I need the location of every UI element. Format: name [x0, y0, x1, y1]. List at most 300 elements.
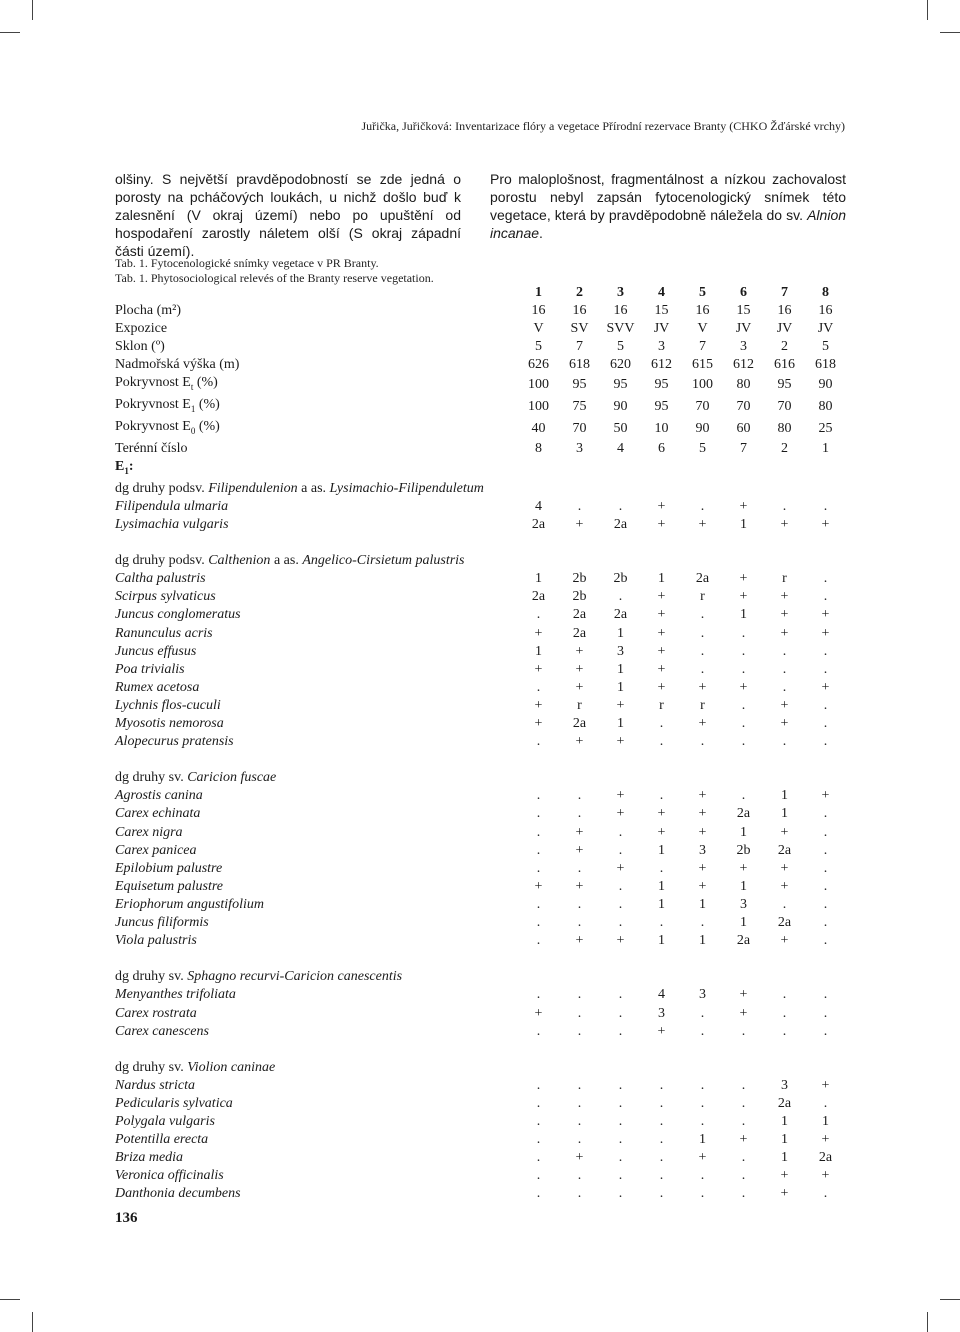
group-heading-text: dg druhy podsv.	[115, 480, 209, 496]
species-row	[115, 516, 846, 534]
table-cell: 80	[777, 420, 792, 436]
attribute-label	[115, 396, 518, 418]
table-cell: 50	[613, 420, 628, 436]
table-cell: .	[823, 1005, 828, 1021]
table-cell: +	[739, 1005, 748, 1021]
species-row	[115, 914, 846, 932]
species-name: Juncus effusus	[115, 643, 197, 659]
table-cell: +	[780, 697, 789, 713]
table-cell: r	[782, 571, 787, 587]
table-cell: 3	[576, 440, 583, 456]
column-number-row	[115, 284, 846, 302]
table-cell: +	[575, 734, 584, 750]
table-cell: .	[577, 1005, 582, 1021]
table-cell: 1	[699, 896, 706, 912]
table-cell: 3	[658, 1005, 665, 1021]
table-cell: .	[618, 1095, 623, 1111]
table-cell: .	[659, 734, 664, 750]
table-cell: 1	[658, 842, 665, 858]
table-cell: +	[575, 1150, 584, 1166]
layer-label	[115, 458, 846, 480]
species-name: Agrostis canina	[115, 788, 203, 804]
layer-row	[115, 458, 846, 480]
species-row	[115, 606, 846, 624]
table-cell: .	[618, 1114, 623, 1130]
table-cell: +	[739, 987, 748, 1003]
species-row	[115, 1131, 846, 1149]
table-cell: .	[618, 915, 623, 931]
table-cell: +	[739, 1132, 748, 1148]
table-cell: 1	[740, 878, 747, 894]
table-cell: 1	[822, 1114, 829, 1130]
table-cell: 95	[613, 377, 628, 393]
table-cell: .	[536, 1095, 541, 1111]
table-cell: .	[618, 1023, 623, 1039]
table-cell: .	[618, 1150, 623, 1166]
spacer-row	[115, 950, 846, 968]
table-cell: 1	[781, 806, 788, 822]
table-cell: 5	[617, 339, 624, 355]
table-cell: +	[698, 516, 707, 532]
species-row	[115, 661, 846, 679]
table-cell: +	[575, 933, 584, 949]
table-cell: 1	[617, 661, 624, 677]
attribute-label-text: Pokryvnost E	[115, 375, 191, 391]
table-cell: 16	[531, 303, 546, 319]
table-cell: .	[823, 571, 828, 587]
table-cell: .	[782, 643, 787, 659]
table-cell: 2a	[572, 716, 587, 732]
table-cell: 1	[822, 440, 829, 456]
table-cell: .	[741, 1186, 746, 1202]
table-cell: SV	[570, 321, 589, 337]
species-name: Myosotis nemorosa	[115, 716, 224, 732]
table-cell: +	[698, 860, 707, 876]
table-cell: 1	[781, 1150, 788, 1166]
species-row	[115, 588, 846, 606]
table-cell: .	[659, 1077, 664, 1093]
species-name: Eriophorum angustifolium	[115, 896, 264, 912]
table-cell: 90	[818, 377, 833, 393]
attribute-row	[115, 374, 846, 396]
table-cell: .	[618, 987, 623, 1003]
table-cell: 1	[781, 788, 788, 804]
attribute-row	[115, 440, 846, 458]
table-cell: 2a	[777, 1095, 792, 1111]
table-cell: r	[577, 697, 582, 713]
table-cell: +	[780, 860, 789, 876]
attribute-label	[115, 418, 518, 440]
species-name: Alopecurus pratensis	[115, 734, 234, 750]
spacer-row	[115, 534, 846, 552]
table-cell: .	[782, 1005, 787, 1021]
species-name: Juncus filiformis	[115, 915, 209, 931]
group-heading-text: dg druhy sv.	[115, 1059, 188, 1075]
table-cell: +	[657, 661, 666, 677]
table-cell: +	[780, 589, 789, 605]
species-row	[115, 733, 846, 751]
table-cell: .	[577, 1023, 582, 1039]
table-cell: +	[575, 661, 584, 677]
group-heading-row	[115, 968, 846, 986]
page-number: 136	[115, 1210, 138, 1226]
table-cell: +	[657, 1023, 666, 1039]
table-cell: .	[536, 607, 541, 623]
table-cell: .	[659, 1168, 664, 1184]
crop-mark	[32, 0, 33, 20]
table-cell: 2a	[777, 915, 792, 931]
table-cell: .	[700, 915, 705, 931]
table-cell: 16	[818, 303, 833, 319]
table-cell: .	[659, 1095, 664, 1111]
table-cell: 2a	[613, 516, 628, 532]
relevé-table	[115, 284, 846, 1204]
table-cell: 16	[613, 303, 628, 319]
group-heading	[115, 968, 846, 986]
table-cell: +	[821, 679, 830, 695]
table-cell: .	[659, 1114, 664, 1130]
table-cell: +	[739, 679, 748, 695]
table-cell: .	[741, 716, 746, 732]
table-cell: 16	[695, 303, 710, 319]
species-name: Rumex acetosa	[115, 679, 200, 695]
table-cell: .	[536, 842, 541, 858]
table-cell: .	[659, 788, 664, 804]
table-cell: 2a	[613, 607, 628, 623]
group-heading-row	[115, 769, 846, 787]
table-cell: 1	[658, 571, 665, 587]
column-number: 4	[658, 285, 665, 301]
table-cell: 80	[818, 399, 833, 415]
table-cell: 7	[576, 339, 583, 355]
species-row	[115, 842, 846, 860]
group-heading	[115, 769, 846, 787]
table-cell: 3	[740, 896, 747, 912]
table-cell: V	[697, 321, 708, 337]
table-cell: .	[700, 643, 705, 659]
table-cell: 5	[822, 339, 829, 355]
table-cell: JV	[653, 321, 670, 337]
table-cell: .	[782, 498, 787, 514]
table-cell: 612	[651, 357, 672, 373]
table-cell: 1	[781, 1132, 788, 1148]
attribute-label-subscript: t	[190, 382, 194, 393]
table-cell: V	[533, 321, 544, 337]
crop-mark	[32, 1312, 33, 1332]
table-cell: 75	[572, 399, 587, 415]
table-cell: 90	[695, 420, 710, 436]
species-name: Epilobium palustre	[115, 860, 223, 876]
species-row	[115, 1004, 846, 1022]
table-cell: +	[575, 516, 584, 532]
table-cell: 620	[610, 357, 631, 373]
table-cell: +	[534, 697, 543, 713]
table-cell: 2	[781, 440, 788, 456]
table-cell: .	[700, 607, 705, 623]
table-cell: 1	[740, 915, 747, 931]
table-cell: .	[618, 878, 623, 894]
table-cell: .	[741, 788, 746, 804]
table-cell: 1	[781, 1114, 788, 1130]
table-cell: .	[823, 824, 828, 840]
table-cell: JV	[735, 321, 752, 337]
table-cell: 1	[740, 607, 747, 623]
table-cell: 70	[695, 399, 710, 415]
table-cell: .	[618, 589, 623, 605]
group-heading-alliance: Calthenion	[208, 553, 271, 569]
table-cell: .	[577, 1095, 582, 1111]
spacer-cell	[115, 950, 846, 968]
table-cell: .	[536, 1150, 541, 1166]
table-cell: .	[823, 806, 828, 822]
table-cell: .	[741, 1150, 746, 1166]
table-cell: +	[821, 625, 830, 641]
table-cell: .	[823, 697, 828, 713]
table-cell: .	[741, 1114, 746, 1130]
table-cell: .	[741, 734, 746, 750]
table-cell: +	[657, 679, 666, 695]
table-cell: +	[616, 806, 625, 822]
table-cell: .	[823, 734, 828, 750]
intro-right-text: Pro maloplošnost, fragmentálnost a nízkou zachovalost porostu nebyl zapsán fytocenologický snímek této vegetace, která by pravděpodobně náležela do sv.	[490, 171, 846, 223]
table-cell: 25	[818, 420, 833, 436]
table-cell: .	[536, 1077, 541, 1093]
table-cell: +	[616, 860, 625, 876]
column-number: 5	[699, 285, 706, 301]
attribute-label	[115, 374, 518, 396]
species-name: Viola palustris	[115, 933, 197, 949]
table-cell: r	[700, 589, 705, 605]
species-name: Scirpus sylvaticus	[115, 589, 216, 605]
table-cell: 1	[699, 1132, 706, 1148]
table-cell: +	[780, 824, 789, 840]
attribute-label	[115, 320, 518, 338]
table-cell: 100	[528, 377, 549, 393]
table-cell: +	[698, 806, 707, 822]
crop-mark	[927, 0, 928, 20]
table-cell: +	[616, 697, 625, 713]
attribute-label-suffix: (%)	[195, 397, 220, 413]
table-cell: 2a	[572, 625, 587, 641]
table-cell: .	[823, 860, 828, 876]
group-heading-alliance: Caricion fuscae	[187, 770, 277, 786]
table-cell: .	[823, 896, 828, 912]
species-name: Juncus conglomeratus	[115, 607, 241, 623]
table-cell: .	[659, 1186, 664, 1202]
column-number-label-cell	[115, 284, 518, 302]
species-name: Carex nigra	[115, 824, 183, 840]
table-cell: .	[741, 1077, 746, 1093]
attribute-label-text: Pokryvnost E	[115, 397, 191, 413]
table-cell: +	[821, 1168, 830, 1184]
table-cell: 15	[654, 303, 669, 319]
species-row	[115, 625, 846, 643]
attribute-row	[115, 396, 846, 418]
table-cell: 3	[699, 842, 706, 858]
table-cell: .	[700, 734, 705, 750]
table-cell: 3	[617, 643, 624, 659]
table-cell: .	[577, 1132, 582, 1148]
group-heading-text: dg druhy sv.	[115, 770, 188, 786]
species-row	[115, 824, 846, 842]
table-cell: 5	[699, 440, 706, 456]
species-row	[115, 715, 846, 733]
table-cell: 8	[535, 440, 542, 456]
table-cell: 5	[535, 339, 542, 355]
table-cell: +	[821, 1077, 830, 1093]
table-cell: 1	[658, 933, 665, 949]
table-cell: +	[657, 607, 666, 623]
layer-label-after: :	[128, 458, 134, 474]
table-cell: 70	[572, 420, 587, 436]
table-cell: .	[659, 860, 664, 876]
table-cell: 1	[617, 625, 624, 641]
table-cell: .	[618, 1168, 623, 1184]
table-cell: .	[823, 915, 828, 931]
table-cell: .	[782, 679, 787, 695]
species-name: Polygala vulgaris	[115, 1114, 215, 1130]
table-cell: 7	[699, 339, 706, 355]
table-cell: .	[536, 933, 541, 949]
attribute-label-text: Pokryvnost E	[115, 419, 191, 435]
attribute-label	[115, 356, 518, 374]
species-name: Veronica officinalis	[115, 1168, 224, 1184]
species-row	[115, 932, 846, 950]
table-cell: 618	[569, 357, 590, 373]
table-cell: 2a	[736, 806, 751, 822]
attribute-label-subscript: 1	[190, 404, 196, 415]
table-cell: r	[659, 697, 664, 713]
species-name: Filipendula ulmaria	[115, 498, 229, 514]
table-cell: .	[577, 896, 582, 912]
group-heading-row	[115, 1059, 846, 1077]
table-cell: .	[577, 1114, 582, 1130]
table-cell: 2b	[572, 589, 587, 605]
table-cell: .	[577, 1168, 582, 1184]
table-cell: 2b	[613, 571, 628, 587]
table-cell: 16	[777, 303, 792, 319]
species-name: Lychnis flos-cuculi	[115, 697, 221, 713]
species-row	[115, 1167, 846, 1185]
table-cell: +	[698, 1150, 707, 1166]
table-cell: .	[536, 1186, 541, 1202]
species-row	[115, 1077, 846, 1095]
species-row	[115, 805, 846, 823]
table-cell: .	[618, 824, 623, 840]
group-heading-association: Lysimachio-Filipenduletum	[329, 480, 484, 496]
species-row	[115, 1023, 846, 1041]
table-cell: +	[821, 1132, 830, 1148]
table-cell: .	[823, 933, 828, 949]
table-cell: 3	[658, 339, 665, 355]
table-cell: .	[577, 498, 582, 514]
table-cell: .	[741, 697, 746, 713]
table-cell: .	[782, 734, 787, 750]
table-cell: .	[536, 788, 541, 804]
table-cell: 10	[654, 420, 669, 436]
table-cell: .	[659, 1150, 664, 1166]
table-cell: .	[577, 1186, 582, 1202]
crop-mark	[940, 1299, 960, 1300]
table-cell: .	[782, 1023, 787, 1039]
table-cell: .	[577, 915, 582, 931]
table-cell: .	[700, 1005, 705, 1021]
table-cell: .	[577, 860, 582, 876]
spacer-cell	[115, 534, 846, 552]
table-cell: +	[616, 933, 625, 949]
intro-right-end: .	[539, 225, 543, 241]
table-cell: r	[700, 697, 705, 713]
layer-label-subscript: 1	[124, 465, 129, 476]
table-cell: +	[657, 643, 666, 659]
table-cell: +	[698, 788, 707, 804]
table-cell: .	[577, 987, 582, 1003]
group-heading-text: dg druhy sv.	[115, 969, 188, 985]
group-heading-alliance: Violion caninae	[187, 1059, 276, 1075]
table-cell: 2a	[695, 571, 710, 587]
table-cell: 100	[528, 399, 549, 415]
table-cell: .	[823, 716, 828, 732]
species-row	[115, 1113, 846, 1131]
species-row	[115, 1149, 846, 1167]
table-cell: .	[618, 896, 623, 912]
attribute-row	[115, 338, 846, 356]
table-cell: 2b	[572, 571, 587, 587]
group-heading	[115, 1059, 846, 1077]
table-cell: +	[698, 878, 707, 894]
species-name: Briza media	[115, 1150, 184, 1166]
column-number: 8	[822, 285, 829, 301]
species-name: Equisetum palustre	[115, 878, 223, 894]
attribute-label	[115, 440, 518, 458]
group-heading-row	[115, 480, 846, 498]
table-cell: .	[700, 1023, 705, 1039]
table-cell: .	[700, 1077, 705, 1093]
species-row	[115, 697, 846, 715]
table-cell: +	[780, 933, 789, 949]
attribute-row	[115, 356, 846, 374]
running-header: Juřička, Juřičková: Inventarizace flóry a vegetace Přírodní rezervace Branty (CHKO Žďárské vrchy)	[361, 119, 845, 133]
table-cell: 3	[699, 987, 706, 1003]
species-row	[115, 787, 846, 805]
species-row	[115, 986, 846, 1004]
table-cell: .	[536, 1132, 541, 1148]
table-cell: +	[575, 679, 584, 695]
table-cell: SVV	[606, 321, 635, 337]
table-cell: +	[657, 806, 666, 822]
table-cell: 1	[617, 679, 624, 695]
species-row	[115, 498, 846, 516]
table-cell: 70	[736, 399, 751, 415]
table-cell: .	[536, 1168, 541, 1184]
spacer-cell	[115, 1041, 846, 1059]
table-cell: 2a	[777, 842, 792, 858]
attribute-label-text: Sklon (º)	[115, 339, 165, 355]
group-heading-alliance: Filipendulenion	[208, 480, 298, 496]
table-cell: .	[577, 788, 582, 804]
species-row	[115, 643, 846, 661]
table-cell: .	[659, 716, 664, 732]
table-cell: +	[821, 788, 830, 804]
table-cell: .	[823, 589, 828, 605]
species-row	[115, 860, 846, 878]
table-cell: .	[823, 498, 828, 514]
table-cell: 2a	[531, 589, 546, 605]
table-cell: .	[659, 1132, 664, 1148]
table-cell: .	[536, 915, 541, 931]
table-cell: 2a	[531, 516, 546, 532]
column-number: 2	[576, 285, 583, 301]
